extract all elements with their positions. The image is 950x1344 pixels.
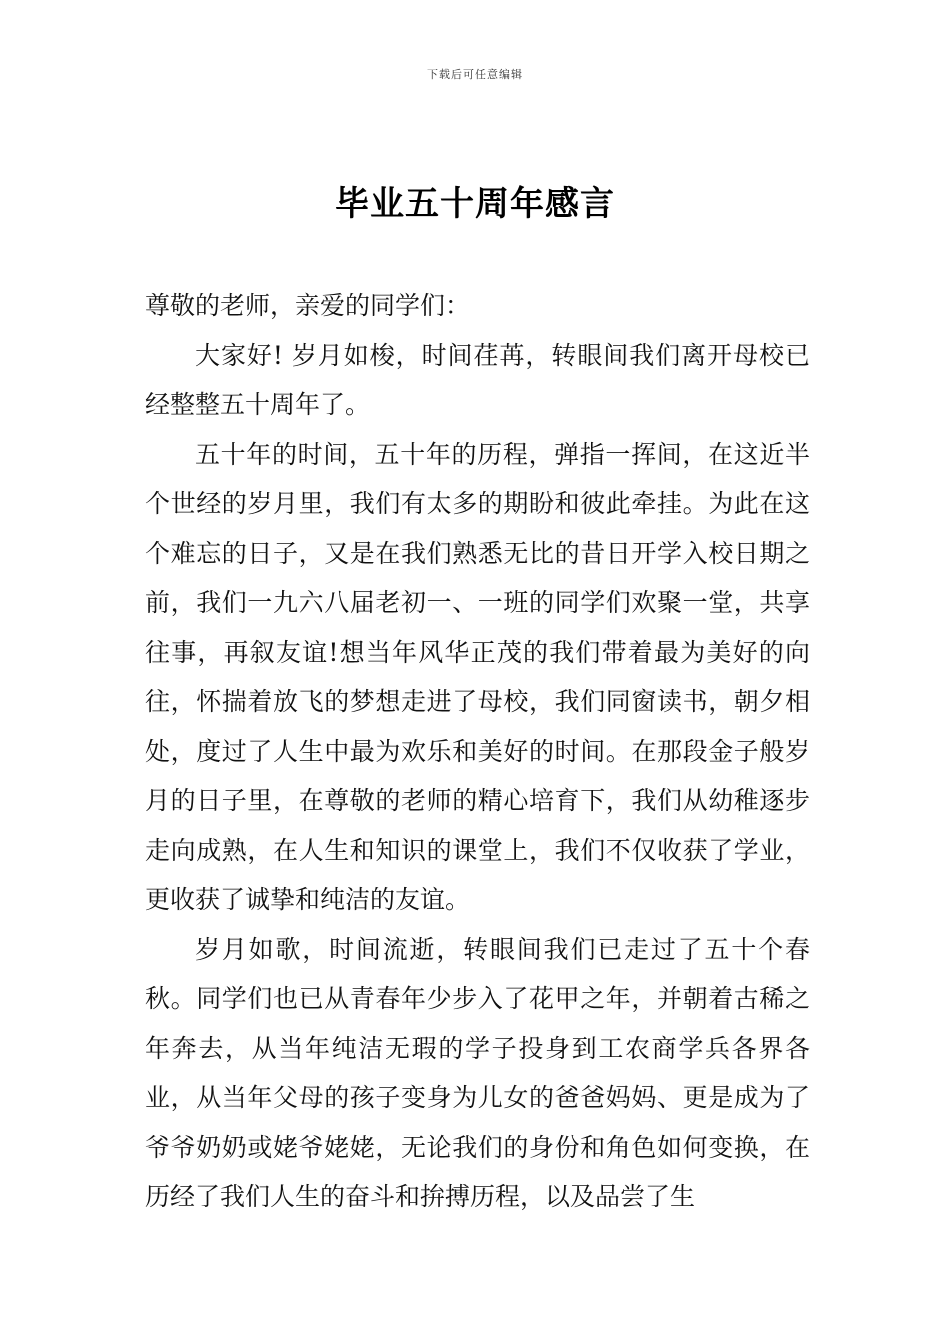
salutation: 尊敬的老师，亲爱的同学们： (145, 291, 471, 320)
page-header-note: 下载后可任意编辑 (427, 68, 523, 81)
paragraph-3: 岁月如歌，时间流逝，转眼间我们已走过了五十个春秋。同学们也已从青春年少步入了花甲之年，并朝着古稀之年奔去，从当年纯洁无瑕的学子投身到工农商学兵各界各业，从当年父母的孩子变身为儿女的爸爸妈妈、更是成为了爷爷奶奶或姥爷姥姥，无论我们的身份和角色如何变换，在历经了我们人生的奋斗和拚搏历程，以及品尝了生 (145, 934, 810, 1211)
document-title: 毕业五十周年感言 (335, 184, 615, 224)
document-body (145, 281, 810, 1222)
paragraph-2: 五十年的时间，五十年的历程，弹指一挥间，在这近半个世经的岁月里，我们有太多的期盼和彼此牵挂。为此在这个难忘的日子，又是在我们熟悉无比的昔日开学入校日期之前，我们一九六八届老初一、一班的同学们欢聚一堂，共享往事，再叙友谊!想当年风华正茂的我们带着最为美好的向往，怀揣着放飞的梦想走进了母校，我们同窗读书，朝夕相处，度过了人生中最为欢乐和美好的时间。在那段金子般岁月的日子里，在尊敬的老师的精心培育下，我们从幼稚逐步走向成熟，在人生和知识的课堂上，我们不仅收获了学业，更收获了诚挚和纯洁的友谊。 (145, 439, 810, 914)
paragraph-1: 大家好! 岁月如梭，时间荏苒，转眼间我们离开母校已经整整五十周年了。 (145, 340, 810, 419)
